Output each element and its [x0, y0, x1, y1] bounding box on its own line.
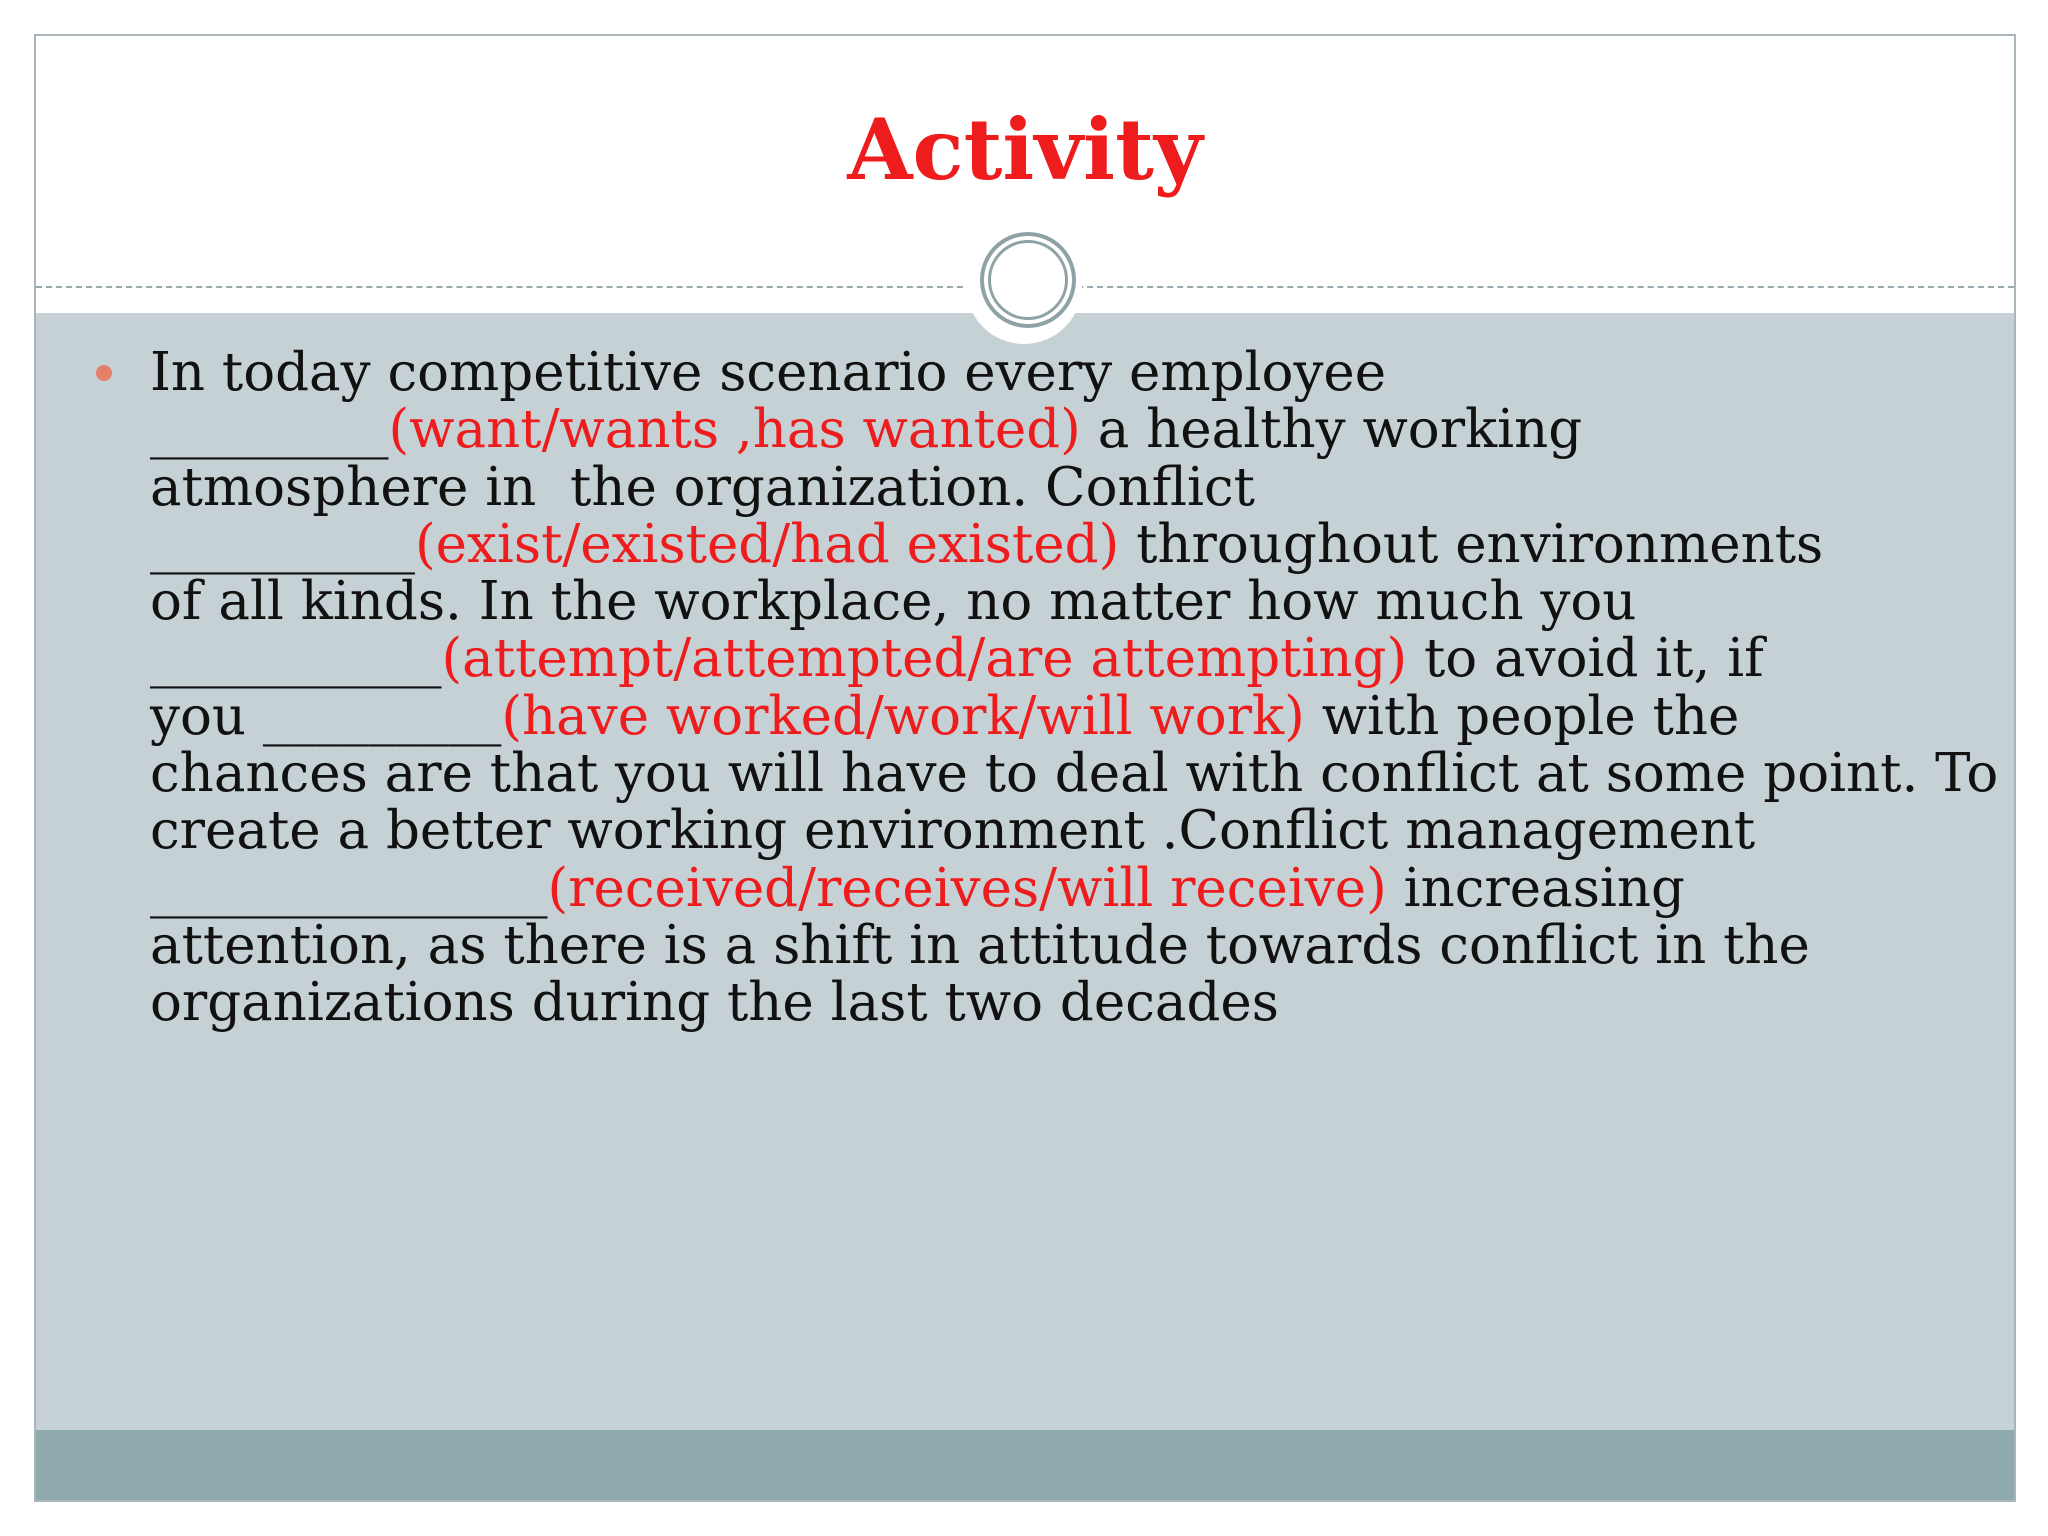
verb-options: (received/receives/will receive) — [547, 857, 1387, 919]
paragraph-line — [150, 571, 2010, 633]
paragraph-text: In today competitive scenario every employee — [150, 342, 1387, 403]
paragraph-line — [150, 972, 2010, 1034]
verb-options: (want/wants ,has wanted) — [388, 399, 1081, 461]
paragraph-text: a healthy working — [1080, 399, 1583, 461]
verb-options: (have worked/work/will work) — [501, 685, 1305, 747]
paragraph-text: to avoid it, if — [1407, 628, 1764, 690]
paragraph-text: _______________ — [150, 857, 548, 919]
paragraph-text: increasing — [1386, 857, 1685, 919]
paragraph-text: __________ — [150, 513, 415, 575]
paragraph-line — [150, 685, 2010, 747]
activity-paragraph — [150, 344, 2010, 1032]
divider-inner-ring-icon — [988, 240, 1068, 320]
paragraph-line — [150, 800, 2010, 862]
paragraph-text: _________ — [150, 399, 389, 461]
paragraph-line — [150, 399, 2010, 461]
verb-options: (attempt/attempted/are attempting) — [441, 628, 1408, 690]
bullet-dot-icon — [96, 365, 112, 381]
paragraph-line — [150, 628, 2010, 690]
paragraph-line — [150, 456, 2010, 518]
paragraph-text: you _________ — [150, 685, 502, 747]
paragraph-text: atmosphere in the organization. Conflict — [150, 456, 1255, 518]
slide — [34, 34, 2016, 1502]
paragraph-text: throughout environments — [1119, 513, 1824, 575]
paragraph-text: create a better working environment .Conflict management — [150, 800, 1756, 862]
paragraph-line — [150, 914, 2010, 976]
paragraph-text: organizations during the last two decades — [150, 972, 1279, 1034]
paragraph-line — [150, 857, 2010, 919]
slide-title: Activity — [847, 100, 1203, 199]
paragraph-line — [150, 344, 2010, 401]
paragraph-line — [150, 513, 2010, 575]
paragraph-text: of all kinds. In the workplace, no matter how much you — [150, 571, 1637, 633]
verb-options: (exist/existed/had existed) — [415, 513, 1120, 575]
footer-band — [36, 1430, 2014, 1502]
paragraph-line — [150, 743, 2010, 805]
paragraph-text: ___________ — [150, 628, 442, 690]
paragraph-text: with people the — [1304, 685, 1740, 747]
paragraph-text: attention, as there is a shift in attitude towards conflict in the — [150, 914, 1810, 976]
paragraph-text: chances are that you will have to deal with conflict at some point. To — [150, 743, 1999, 805]
